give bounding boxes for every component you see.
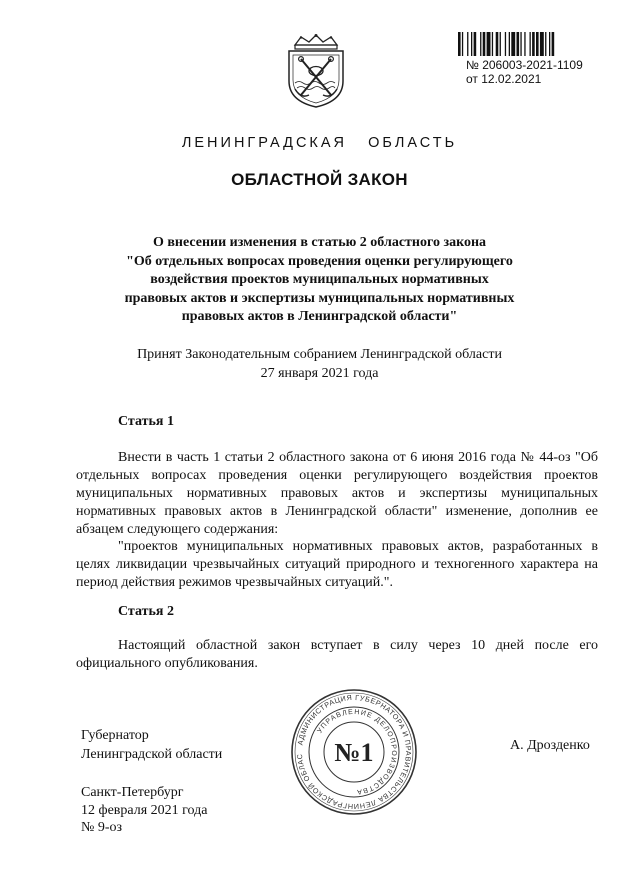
barcode-bar — [552, 32, 555, 56]
barcode-bar — [471, 32, 472, 56]
barcode-bar — [511, 32, 515, 56]
official-seal-icon — [290, 688, 418, 816]
barcode-bar — [480, 32, 481, 56]
law-title-line: правовых актов и экспертизы муниципальных нормативных — [124, 290, 515, 306]
seal-ring-text: АДМИНИСТРАЦИЯ ГУБЕРНАТОРА И ПРАВИТЕЛЬСТВА ЛЕНИНГРАДСКОЙ ОБЛАС — [294, 692, 414, 812]
adoption-date: 27 января 2021 года — [260, 365, 379, 381]
seal-inner-text: УПРАВЛЕНИЕ ДЕЛОПРОИЗВОДСТВА — [316, 708, 398, 796]
article-2-paragraph: Настоящий областной закон вступает в силу через 10 дней после его официального опубликования. — [76, 638, 598, 671]
barcode-bar — [520, 32, 521, 56]
barcode-bar — [458, 32, 461, 56]
seal-number: №1 — [334, 738, 374, 767]
registration-stamp — [466, 58, 583, 86]
article-1-heading: Статья 1 — [118, 414, 174, 429]
registration-date: от 12.02.2021 — [466, 72, 542, 86]
barcode-bar — [467, 32, 468, 56]
document-type: ОБЛАСТНОЙ ЗАКОН — [231, 170, 408, 189]
barcode-bar — [505, 32, 506, 56]
barcode-bar — [483, 32, 486, 56]
adoption-line: Принят Законодательным собранием Ленинградской области — [137, 347, 502, 362]
barcode-bar — [509, 32, 510, 56]
barcode-bar — [474, 32, 477, 56]
signatory-title: Губернатор — [81, 728, 149, 743]
barcode-bar — [540, 32, 544, 56]
law-title-line: "Об отдельных вопросах проведения оценки регулирующего — [126, 253, 513, 269]
barcode-bar — [545, 32, 546, 56]
signing-city: Санкт-Петербург — [81, 785, 184, 800]
barcode-bar — [549, 32, 550, 56]
barcode-bar — [462, 32, 463, 56]
barcode-bar — [530, 32, 531, 56]
barcode-bar — [532, 32, 535, 56]
signatory-name: А. Дрозденко — [510, 738, 590, 753]
document-footer — [81, 784, 208, 837]
law-number: № 9-оз — [81, 820, 123, 835]
barcode-bar — [500, 32, 501, 56]
law-title — [0, 234, 639, 327]
signatory-region: Ленинградской области — [81, 747, 223, 762]
signing-date: 12 февраля 2021 года — [81, 802, 208, 818]
barcode-bar — [536, 32, 539, 56]
barcode-bar — [487, 32, 491, 56]
barcode-bar — [492, 32, 493, 56]
barcode-bar — [517, 32, 520, 56]
law-title-line: воздействия проектов муниципальных нормативных — [150, 272, 489, 287]
article-1-paragraph: Внести в часть 1 статьи 2 областного закона от 6 июня 2016 года № 44-оз "Об отдельных вопросах проведения оценки регулирующего воздействия проектов муниципальных нормативных правовых актов и экспертизы муниципальных нормативных правовых актов в Ленинградской области" изменение, дополнив ее абзацем следующего содержания: — [76, 450, 598, 537]
adoption-note — [0, 346, 639, 383]
barcode-bar — [496, 32, 499, 56]
barcode-bar — [524, 32, 525, 56]
article-2-heading: Статья 2 — [118, 604, 174, 619]
region-title: ЛЕНИНГРАДСКАЯ ОБЛАСТЬ — [181, 135, 458, 151]
law-title-line: правовых актов в Ленинградской области" — [181, 309, 458, 324]
coat-of-arms-icon — [283, 33, 349, 109]
law-title-line: О внесении изменения в статью 2 областного закона — [152, 235, 487, 250]
article-1-quote-paragraph: "проектов муниципальных нормативных правовых актов, разработанных в целях ликвидации чрезвычайных ситуаций природного и техногенного характера на период действия режимов чрезвычайных ситуаций.". — [76, 539, 598, 590]
barcode-icon — [458, 32, 614, 56]
signatory-position — [81, 726, 222, 764]
registration-number: № 206003-2021-1109 — [466, 58, 583, 72]
